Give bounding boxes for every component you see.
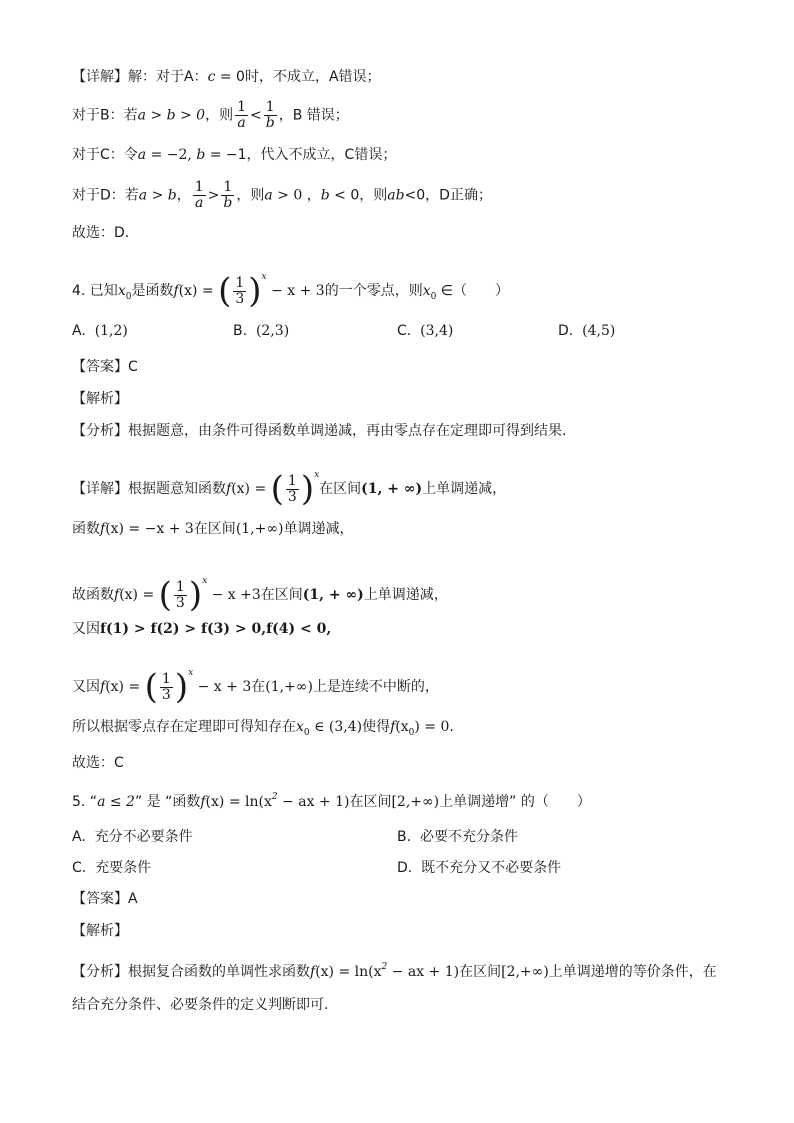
q4-detail-5: 又因f(x) = ( $\frac{1}{3}$ ) $^x$ − x + 3在(1,+∞)上是连续不中断的， <box>72 667 439 707</box>
q4-option-b: B. (2,3) <box>233 323 290 339</box>
fraction: $\frac{1}{b}$ <box>223 179 233 211</box>
fraction: $\frac{1}{a}$ <box>237 99 247 131</box>
paren-fraction: ( $\frac{1}{3}$ ) <box>218 271 262 311</box>
q4-detail-1: 【详解】根据题意知函数f(x) = ( $\frac{1}{3}$ ) $^x$在区间(1, + ∞)上单调递减， <box>72 469 507 509</box>
q4-detail-3: 故函数f(x) = ( $\frac{1}{3}$ ) $^x$ − x +3在区间(1, + ∞)上单调递减， <box>72 575 448 615</box>
q5-option-b: B. 必要不充分条件 <box>397 829 518 845</box>
p3-line-4: 对于D：若a > b， $\frac{1}{a}$ > $\frac{1}{b}$ ，则a > 0 ，b < 0，则ab<0，D正确； <box>72 179 492 211</box>
q4-detail-7: 故选：C <box>72 755 124 771</box>
q5-answer: 【答案】A <box>72 891 138 907</box>
q4-analysis-tag: 【解析】 <box>72 391 128 407</box>
q4-option-a: A. (1,2) <box>72 323 128 339</box>
q4-option-c: C. (3,4) <box>397 323 454 339</box>
q5-option-c: C. 充要条件 <box>72 860 152 876</box>
q4-option-d: D. (4,5) <box>558 323 616 339</box>
q5-analysis-1: 【分析】根据复合函数的单调性求函数$f(x) = \ln(x^2$ − ax + 1)在区间[2,+∞)上单调递增的等价条件，在 <box>72 962 717 980</box>
q5-option-a: A. 充分不必要条件 <box>72 829 193 845</box>
q4-detail-6: 所以根据零点存在定理即可得知存在$x_0$ ∈ (3,4)使得$f(x_0) = 0$. <box>72 719 454 738</box>
p3-line-1: 【详解】解：对于A：c = 0时，不成立，A错误； <box>72 69 381 85</box>
p3-line-3: 对于C：令a = −2, b = −1，代入不成立，C错误； <box>72 147 397 163</box>
fraction: $\frac{1}{b}$ <box>265 99 275 131</box>
q5-option-d: D. 既不充分又不必要条件 <box>397 860 562 876</box>
q4-detail-4: 又因f(1) > f(2) > f(3) > 0,f(4) < 0, <box>72 621 332 637</box>
q5-analysis-2: 结合充分条件、必要条件的定义判断即可. <box>72 997 329 1013</box>
p3-line-5: 故选：D． <box>72 225 139 241</box>
p3-line-2: 对于B：若a > b > 0，则 $\frac{1}{a}$ < $\frac{1}{b}$ ，B 错误； <box>72 99 349 131</box>
q4-stem: 4. 已知$x_0$是函数f(x) = ( $\frac{1}{3}$ ) $^x$ − x + 3的一个零点，则$x_0$ ∈（ ） <box>72 271 509 311</box>
q5-stem: 5. “a ≤ 2” 是 “函数$f(x) = \ln(x^2$ − ax + 1)在区间[2,+∞)上单调递增” 的（ ） <box>72 792 591 810</box>
q5-analysis-tag: 【解析】 <box>72 923 128 939</box>
q4-analysis: 【分析】根据题意，由条件可得函数单调递减，再由零点存在定理即可得到结果. <box>72 423 567 439</box>
fraction: $\frac{1}{a}$ <box>194 179 204 211</box>
q4-answer: 【答案】C <box>72 359 138 375</box>
q4-detail-2: 函数f(x) = −x + 3在区间(1,+∞)单调递减， <box>72 521 354 537</box>
